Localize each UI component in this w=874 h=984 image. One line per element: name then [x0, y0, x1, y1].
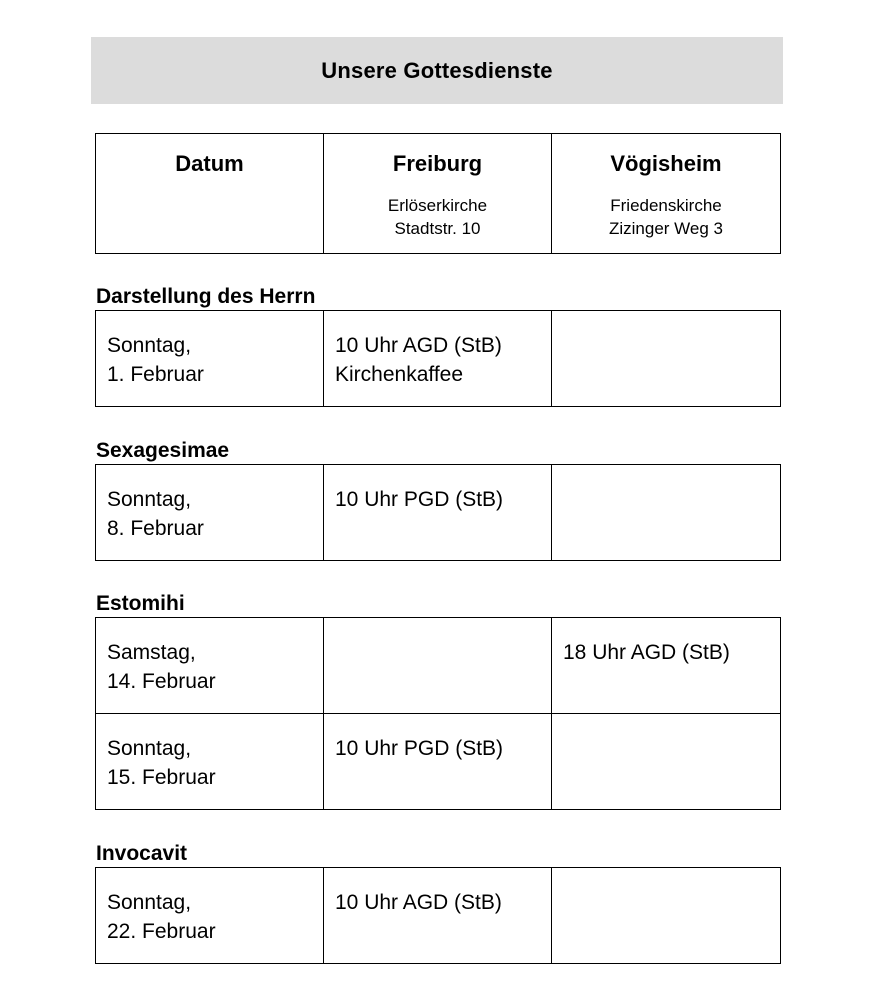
freiburg-cell — [324, 868, 552, 964]
header-voegisheim-address: Zizinger Weg 3 — [608, 219, 723, 238]
header-freiburg-church: Erlöserkirche — [387, 196, 488, 215]
date-label: 8. Februar — [107, 517, 204, 540]
date-cell — [96, 868, 324, 964]
header-voegisheim-title: Vögisheim — [610, 151, 722, 176]
table-row — [96, 311, 781, 407]
schedule-table — [95, 617, 781, 810]
header-voegisheim-church: Friedenskirche — [610, 196, 722, 215]
schedule-table — [95, 464, 781, 561]
service-label: 10 Uhr PGD (StB) — [335, 488, 504, 511]
header-date-cell — [96, 134, 324, 254]
date-cell — [96, 465, 324, 561]
date-label: 1. Februar — [107, 363, 204, 386]
table-row — [96, 714, 781, 810]
day-label: Sonntag, — [107, 737, 192, 760]
service-label: 10 Uhr AGD (StB) — [335, 891, 502, 914]
freiburg-cell — [324, 714, 552, 810]
freiburg-cell — [324, 618, 552, 714]
voegisheim-cell — [552, 311, 781, 407]
day-label: Sonntag, — [107, 891, 192, 914]
day-label: Sonntag, — [107, 488, 192, 511]
table-row — [96, 618, 781, 714]
freiburg-cell — [324, 311, 552, 407]
date-cell — [96, 618, 324, 714]
day-label: Sonntag, — [107, 334, 192, 357]
date-label: 22. Februar — [107, 920, 216, 943]
voegisheim-cell — [552, 868, 781, 964]
service-label: 10 Uhr AGD (StB) — [335, 334, 502, 357]
section-title: Darstellung des Herrn — [96, 285, 316, 308]
table-row — [96, 465, 781, 561]
section-title: Sexagesimae — [96, 439, 230, 462]
service-label: 10 Uhr PGD (StB) — [335, 737, 504, 760]
voegisheim-cell — [552, 465, 781, 561]
day-label: Samstag, — [107, 641, 196, 664]
date-cell — [96, 311, 324, 407]
voegisheim-cell — [552, 618, 781, 714]
date-cell — [96, 714, 324, 810]
header-freiburg-title: Freiburg — [392, 151, 483, 176]
date-label: 15. Februar — [107, 766, 216, 789]
section-title: Invocavit — [96, 842, 188, 865]
service-note: Kirchenkaffee — [335, 363, 464, 386]
date-label: 14. Februar — [107, 670, 216, 693]
service-label: 18 Uhr AGD (StB) — [563, 641, 730, 664]
header-table — [95, 133, 781, 254]
schedule-table — [95, 310, 781, 407]
header-freiburg-address: Stadtstr. 10 — [394, 219, 481, 238]
schedule-table — [95, 867, 781, 964]
page-title: Unsere Gottesdienste — [91, 37, 783, 104]
section-title: Estomihi — [96, 592, 185, 615]
header-date-label: Datum — [175, 151, 244, 176]
freiburg-cell — [324, 465, 552, 561]
voegisheim-cell — [552, 714, 781, 810]
header-freiburg-cell — [324, 134, 552, 254]
table-row — [96, 868, 781, 964]
header-voegisheim-cell — [552, 134, 781, 254]
